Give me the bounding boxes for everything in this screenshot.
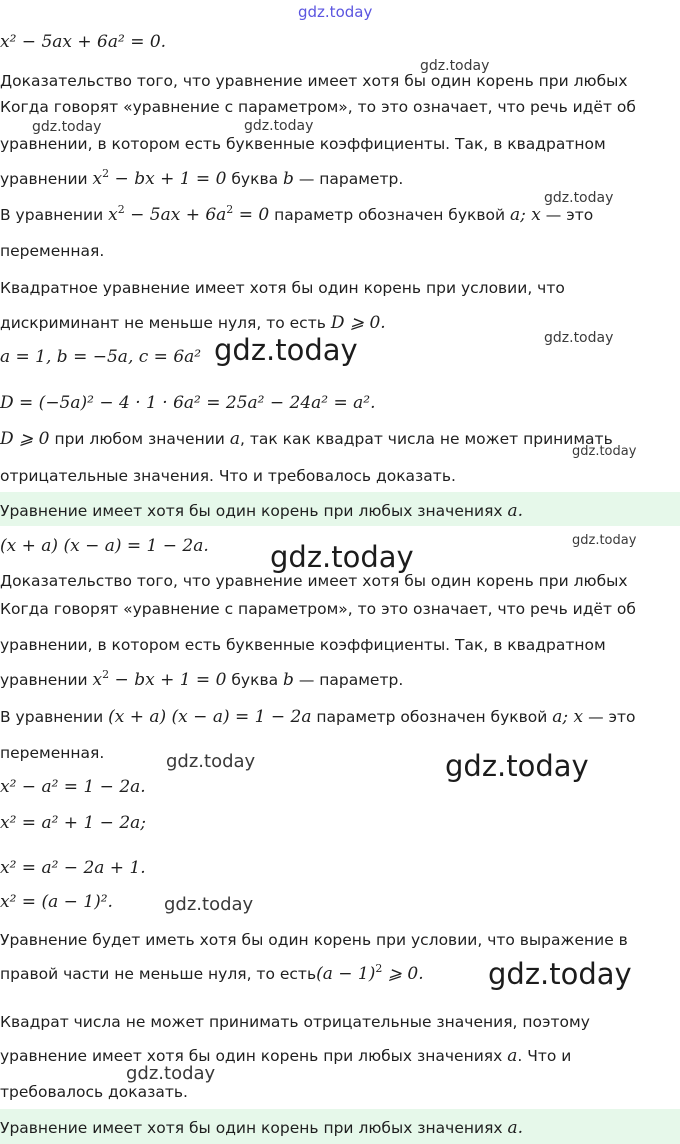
paragraph-line: уравнении, в котором есть буквенные коэффициенты. Так, в квадратном: [0, 135, 606, 153]
paragraph-line: уравнении, в котором есть буквенные коэффициенты. Так, в квадратном: [0, 636, 606, 654]
paragraph-line: Квадратное уравнение имеет хотя бы один корень при условии, что: [0, 279, 565, 297]
watermark: gdz.today: [32, 119, 102, 135]
watermark: gdz.today: [544, 330, 614, 346]
paragraph-line: отрицательные значения. Что и требовалось доказать.: [0, 467, 456, 485]
equation-step: x² − a² = 1 − 2a.: [0, 777, 146, 797]
paragraph-line: Уравнение будет иметь хотя бы один корень при условии, что выражение в: [0, 931, 628, 949]
paragraph-line: В уравнении $x^2 - 5ax + 6a^2 = 0$ параметр обозначен буквой a; x — это: [0, 203, 594, 225]
proof-heading: Доказательство того, что уравнение имеет хотя бы один корень при любых: [0, 72, 628, 90]
paragraph-line: D ⩾ 0 при любом значении a, так как квадрат числа не может принимать: [0, 429, 613, 449]
equation-step: x² = (a − 1)².: [0, 892, 113, 912]
paragraph-line: Квадрат числа не может принимать отрицательные значения, поэтому: [0, 1013, 590, 1031]
paragraph-line: дискриминант не меньше нуля, то есть D ⩾ 0.: [0, 313, 386, 333]
coefficients: a = 1, b = −5a, c = 6a²: [0, 347, 202, 367]
paragraph-line: правой части не меньше нуля, то есть(a − 1)$^2$ ⩾ 0.: [0, 962, 424, 984]
watermark: gdz.today: [126, 1063, 216, 1084]
paragraph-line: Когда говорят «уравнение с параметром», то это означает, что речь идёт об: [0, 600, 636, 618]
paragraph-line: переменная.: [0, 744, 105, 762]
watermark: gdz.today: [166, 751, 256, 772]
paragraph-line: уравнение имеет хотя бы один корень при любых значениях a. Что и: [0, 1046, 572, 1066]
proof-heading: Доказательство того, что уравнение имеет хотя бы один корень при любых: [0, 572, 628, 590]
watermark: gdz.today: [572, 444, 637, 459]
watermark-large: gdz.today: [214, 333, 358, 367]
watermark: gdz.today: [544, 190, 614, 206]
answer: Уравнение имеет хотя бы один корень при любых значениях a.: [0, 1118, 524, 1138]
watermark-top: gdz.today: [298, 3, 373, 21]
paragraph-line: требовалось доказать.: [0, 1083, 188, 1101]
watermark: gdz.today: [164, 894, 254, 915]
paragraph-line: переменная.: [0, 242, 105, 260]
watermark: gdz.today: [244, 118, 314, 134]
equation: x² − 5ax + 6a² = 0.: [0, 32, 167, 52]
watermark: gdz.today: [572, 533, 637, 548]
paragraph-line: В уравнении (x + a) (x − a) = 1 − 2a параметр обозначен буквой a; x — это: [0, 707, 636, 727]
paragraph-line: Когда говорят «уравнение с параметром», то это означает, что речь идёт об: [0, 98, 636, 116]
paragraph-line: уравнении $x^2$ − bx + 1 = 0 буква b — параметр.: [0, 167, 404, 189]
paragraph-line: уравнении $x^2$ − bx + 1 = 0 буква b — параметр.: [0, 668, 404, 690]
equation-step: x² = a² + 1 − 2a;: [0, 813, 147, 833]
equation-step: x² = a² − 2a + 1.: [0, 858, 146, 878]
watermark-large: gdz.today: [270, 540, 414, 574]
watermark: gdz.today: [420, 58, 490, 74]
equation: (x + a) (x − a) = 1 − 2a.: [0, 536, 209, 556]
watermark-large: gdz.today: [488, 957, 632, 991]
answer: Уравнение имеет хотя бы один корень при любых значениях a.: [0, 501, 524, 521]
watermark-large: gdz.today: [445, 749, 589, 783]
discriminant: D = (−5a)² − 4 · 1 · 6a² = 25a² − 24a² = a².: [0, 393, 376, 413]
